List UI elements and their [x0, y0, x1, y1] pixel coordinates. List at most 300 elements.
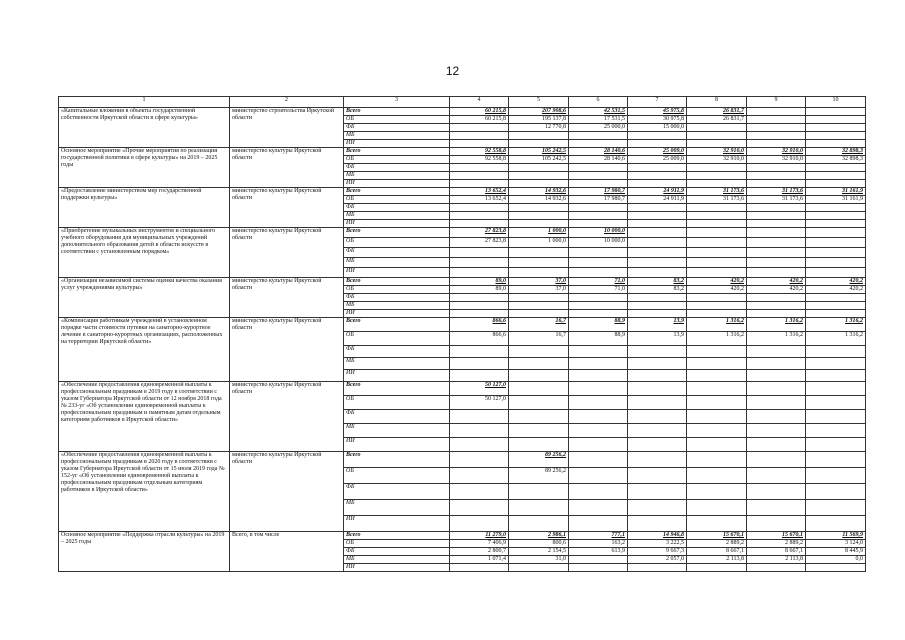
funding-source-cell: ФБ	[344, 204, 450, 212]
value-cell	[569, 212, 628, 220]
value-cell: 7 406,9	[450, 540, 509, 548]
funding-source-cell: Всего	[344, 318, 450, 332]
value-cell	[509, 248, 569, 258]
activity-name-cell: Основное мероприятие «Поддержка отрасли культуры» на 2019 – 2025 годы	[59, 532, 230, 572]
funding-source-cell: ФБ	[344, 410, 450, 424]
value-cell	[806, 294, 866, 302]
value-cell: 1 316,2	[687, 318, 747, 332]
value-cell	[569, 468, 628, 484]
funding-source-cell: МБ	[344, 424, 450, 438]
value-cell: 13,9	[628, 332, 687, 346]
value-cell: 866,6	[450, 332, 509, 346]
funding-source-cell: ИИ	[344, 268, 450, 278]
value-cell	[569, 172, 628, 180]
value-cell	[450, 172, 509, 180]
funding-source-cell: ИИ	[344, 438, 450, 452]
value-cell: 420,2	[687, 278, 747, 286]
value-cell: 32 910,0	[687, 148, 747, 156]
value-cell	[509, 172, 569, 180]
value-cell	[687, 132, 747, 140]
value-cell	[628, 370, 687, 382]
value-cell	[747, 238, 806, 248]
value-cell	[569, 248, 628, 258]
budget-table	[58, 96, 866, 572]
value-cell	[509, 140, 569, 148]
activity-name-cell: «Компенсация работникам учреждений в установленном порядке части стоимости путевки на санаторно-курортное лечение в санаторно-курортных организациях, расположенных на территории Иркутской области»	[59, 318, 230, 382]
value-cell	[569, 302, 628, 310]
value-cell: 207 908,6	[509, 108, 569, 116]
value-cell	[806, 164, 866, 172]
value-cell	[806, 124, 866, 132]
value-cell	[450, 302, 509, 310]
value-cell	[450, 424, 509, 438]
value-cell: 2 113,8	[747, 556, 806, 564]
value-cell: 163,2	[569, 540, 628, 548]
value-cell	[806, 396, 866, 410]
value-cell	[747, 438, 806, 452]
value-cell	[509, 302, 569, 310]
value-cell: 866,6	[450, 318, 509, 332]
table-row	[59, 318, 866, 332]
value-cell	[628, 294, 687, 302]
value-cell	[747, 212, 806, 220]
column-header: 6	[569, 97, 628, 108]
funding-source-cell: ОБ	[344, 286, 450, 294]
value-cell	[806, 268, 866, 278]
value-cell: 32 910,0	[747, 148, 806, 156]
value-cell	[569, 396, 628, 410]
value-cell	[628, 204, 687, 212]
value-cell	[628, 564, 687, 572]
value-cell	[806, 212, 866, 220]
activity-name-cell: «Предоставление министерством мер государственной поддержки культуры»	[59, 188, 230, 228]
funding-source-cell: МБ	[344, 556, 450, 564]
value-cell	[628, 132, 687, 140]
value-cell	[747, 410, 806, 424]
value-cell: 31 173,6	[687, 196, 747, 204]
value-cell	[569, 204, 628, 212]
funding-source-cell: МБ	[344, 302, 450, 310]
value-cell	[509, 212, 569, 220]
value-cell: 11 279,0	[450, 532, 509, 540]
value-cell: 420,2	[687, 286, 747, 294]
value-cell	[450, 438, 509, 452]
value-cell: 50 127,0	[450, 382, 509, 396]
value-cell	[747, 220, 806, 228]
value-cell	[450, 204, 509, 212]
value-cell: 777,1	[569, 532, 628, 540]
executor-cell: министерство культуры Иркутской области	[230, 148, 344, 188]
value-cell	[628, 310, 687, 318]
value-cell	[747, 172, 806, 180]
funding-source-cell: МБ	[344, 258, 450, 268]
value-cell	[569, 516, 628, 532]
value-cell	[569, 310, 628, 318]
value-cell	[806, 220, 866, 228]
value-cell: 2 113,8	[687, 556, 747, 564]
value-cell	[569, 164, 628, 172]
value-cell	[687, 468, 747, 484]
column-header: 7	[628, 97, 687, 108]
value-cell: 50 127,0	[450, 396, 509, 410]
executor-cell: министерство культуры Иркутской области	[230, 382, 344, 452]
value-cell	[628, 452, 687, 468]
value-cell: 31 173,6	[747, 188, 806, 196]
value-cell: 60 215,8	[450, 108, 509, 116]
value-cell	[569, 438, 628, 452]
value-cell: 60 215,8	[450, 116, 509, 124]
funding-source-cell: ФБ	[344, 346, 450, 358]
executor-cell: министерство культуры Иркутской области	[230, 188, 344, 228]
funding-source-cell: Всего	[344, 452, 450, 468]
value-cell	[806, 468, 866, 484]
value-cell	[806, 370, 866, 382]
value-cell	[569, 258, 628, 268]
value-cell	[687, 258, 747, 268]
value-cell	[687, 382, 747, 396]
value-cell	[747, 164, 806, 172]
value-cell	[569, 452, 628, 468]
funding-source-cell: ОБ	[344, 196, 450, 204]
funding-source-cell: МБ	[344, 132, 450, 140]
value-cell	[687, 452, 747, 468]
value-cell	[450, 132, 509, 140]
value-cell	[509, 564, 569, 572]
value-cell	[806, 140, 866, 148]
value-cell: 26 831,7	[687, 116, 747, 124]
value-cell: 32 898,3	[806, 156, 866, 164]
table-body	[59, 97, 866, 572]
funding-source-cell: ИИ	[344, 370, 450, 382]
value-cell	[687, 124, 747, 132]
funding-source-cell: Всего	[344, 188, 450, 196]
value-cell	[687, 302, 747, 310]
funding-source-cell: ИИ	[344, 180, 450, 188]
value-cell	[806, 302, 866, 310]
value-cell	[747, 346, 806, 358]
value-cell	[687, 424, 747, 438]
value-cell: 92 558,8	[450, 148, 509, 156]
value-cell: 31,0	[509, 556, 569, 564]
value-cell: 27 823,8	[450, 228, 509, 238]
value-cell: 37,0	[509, 278, 569, 286]
funding-source-cell: ОБ	[344, 396, 450, 410]
value-cell: 3 222,5	[628, 540, 687, 548]
value-cell: 1 000,0	[509, 238, 569, 248]
value-cell	[450, 358, 509, 370]
value-cell	[569, 424, 628, 438]
funding-source-cell: ФБ	[344, 248, 450, 258]
value-cell	[806, 116, 866, 124]
value-cell	[747, 140, 806, 148]
activity-name-cell: «Организация независимой системы оценки качества оказания услуг учреждениями культуры»	[59, 278, 230, 318]
value-cell: 14 946,8	[628, 532, 687, 540]
value-cell: 10 000,0	[569, 238, 628, 248]
value-cell: 2 800,7	[450, 548, 509, 556]
value-cell: 15 670,1	[687, 532, 747, 540]
value-cell	[450, 294, 509, 302]
value-cell	[628, 140, 687, 148]
value-cell	[747, 268, 806, 278]
column-header: 1	[59, 97, 230, 108]
header-row	[59, 97, 866, 108]
value-cell	[747, 396, 806, 410]
value-cell	[509, 382, 569, 396]
column-header: 10	[806, 97, 866, 108]
value-cell	[806, 346, 866, 358]
value-cell	[569, 180, 628, 188]
value-cell	[509, 180, 569, 188]
value-cell	[628, 500, 687, 516]
table-row	[59, 188, 866, 196]
value-cell: 83,2	[628, 278, 687, 286]
value-cell: 13 652,4	[450, 196, 509, 204]
value-cell	[687, 410, 747, 424]
table-row	[59, 382, 866, 396]
value-cell: 8 667,1	[747, 548, 806, 556]
value-cell	[509, 370, 569, 382]
value-cell	[628, 516, 687, 532]
value-cell: 420,2	[747, 286, 806, 294]
value-cell: 11 569,9	[806, 532, 866, 540]
value-cell	[509, 396, 569, 410]
value-cell: 14 932,6	[509, 196, 569, 204]
value-cell: 105 242,5	[509, 148, 569, 156]
value-cell: 88,9	[569, 318, 628, 332]
funding-source-cell: ФБ	[344, 294, 450, 302]
value-cell: 45 975,8	[628, 108, 687, 116]
column-header: 8	[687, 97, 747, 108]
value-cell: 31 173,6	[747, 196, 806, 204]
value-cell: 83,2	[628, 286, 687, 294]
value-cell	[806, 132, 866, 140]
value-cell	[687, 396, 747, 410]
value-cell	[569, 294, 628, 302]
value-cell	[806, 258, 866, 268]
value-cell	[628, 258, 687, 268]
value-cell	[747, 358, 806, 370]
funding-source-cell: ФБ	[344, 164, 450, 172]
value-cell: 28 140,6	[569, 148, 628, 156]
value-cell	[747, 248, 806, 258]
column-header: 5	[509, 97, 569, 108]
value-cell	[569, 370, 628, 382]
funding-source-cell: ИИ	[344, 516, 450, 532]
value-cell: 8 667,1	[687, 548, 747, 556]
value-cell: 31 161,9	[806, 196, 866, 204]
value-cell	[687, 238, 747, 248]
value-cell: 0,0	[806, 556, 866, 564]
executor-cell: министерство культуры Иркутской области	[230, 228, 344, 278]
value-cell: 8 445,9	[806, 548, 866, 556]
value-cell: 2 986,1	[509, 532, 569, 540]
value-cell	[747, 500, 806, 516]
executor-cell: министерство культуры Иркутской области	[230, 452, 344, 532]
value-cell: 12 770,8	[509, 124, 569, 132]
value-cell	[806, 564, 866, 572]
value-cell: 71,0	[569, 278, 628, 286]
value-cell: 30 975,8	[628, 116, 687, 124]
funding-source-cell: ИИ	[344, 220, 450, 228]
value-cell	[450, 310, 509, 318]
value-cell	[687, 484, 747, 500]
value-cell: 89 256,2	[509, 468, 569, 484]
value-cell	[747, 132, 806, 140]
value-cell: 1 316,2	[747, 332, 806, 346]
value-cell	[747, 484, 806, 500]
activity-name-cell: «Обеспечение предоставления единовременной выплаты к профессиональным праздникам в 2020 году в соответствии с указом Губернатора Иркутской области от 15 июля 2019 года № 152-уг «Об установлении единовременной выплаты к профессиональным праздникам отдельным категориям работников в Иркутской области»	[59, 452, 230, 532]
value-cell	[747, 116, 806, 124]
value-cell: 2 889,2	[687, 540, 747, 548]
value-cell	[806, 382, 866, 396]
value-cell: 25 009,0	[628, 148, 687, 156]
activity-name-cell: «Приобретение музыкальных инструментов и специального учебного оборудования для муниципальных учреждений дополнительного образования детей в области искусств в соответствии с установленным порядком»	[59, 228, 230, 278]
value-cell	[747, 108, 806, 116]
value-cell: 32 910,0	[687, 156, 747, 164]
value-cell	[450, 346, 509, 358]
value-cell	[628, 268, 687, 278]
value-cell: 16,7	[509, 332, 569, 346]
funding-source-cell: ФБ	[344, 484, 450, 500]
value-cell: 105 242,5	[509, 156, 569, 164]
value-cell	[628, 410, 687, 424]
value-cell	[450, 124, 509, 132]
funding-source-cell: ОБ	[344, 238, 450, 248]
value-cell	[509, 500, 569, 516]
value-cell	[806, 410, 866, 424]
funding-source-cell: ФБ	[344, 124, 450, 132]
value-cell: 2 889,2	[747, 540, 806, 548]
value-cell: 37,0	[509, 286, 569, 294]
value-cell	[687, 346, 747, 358]
value-cell: 26 831,7	[687, 108, 747, 116]
value-cell: 32 910,0	[747, 156, 806, 164]
value-cell	[628, 484, 687, 500]
value-cell: 14 932,6	[509, 188, 569, 196]
value-cell	[450, 410, 509, 424]
value-cell	[569, 132, 628, 140]
table-row	[59, 108, 866, 116]
value-cell	[687, 358, 747, 370]
value-cell	[450, 516, 509, 532]
table-row	[59, 452, 866, 468]
value-cell: 25 000,0	[569, 124, 628, 132]
value-cell	[747, 204, 806, 212]
value-cell	[628, 220, 687, 228]
value-cell	[628, 396, 687, 410]
value-cell	[747, 180, 806, 188]
value-cell	[450, 468, 509, 484]
value-cell: 1 000,0	[509, 228, 569, 238]
funding-source-cell: МБ	[344, 212, 450, 220]
value-cell: 17 980,7	[569, 188, 628, 196]
funding-source-cell: МБ	[344, 358, 450, 370]
executor-cell: министерство строительства Иркутской области	[230, 108, 344, 148]
value-cell	[509, 516, 569, 532]
value-cell	[628, 346, 687, 358]
funding-source-cell: ОБ	[344, 116, 450, 124]
value-cell: 15 000,0	[628, 124, 687, 132]
value-cell	[450, 212, 509, 220]
value-cell	[509, 268, 569, 278]
value-cell	[747, 228, 806, 238]
value-cell	[687, 172, 747, 180]
funding-source-cell: ОБ	[344, 332, 450, 346]
value-cell: 1 071,4	[450, 556, 509, 564]
value-cell: 28 140,6	[569, 156, 628, 164]
value-cell	[806, 516, 866, 532]
value-cell	[806, 424, 866, 438]
value-cell	[450, 164, 509, 172]
value-cell	[747, 310, 806, 318]
value-cell	[628, 228, 687, 238]
column-header: 9	[747, 97, 806, 108]
value-cell	[747, 370, 806, 382]
value-cell	[747, 564, 806, 572]
value-cell	[628, 164, 687, 172]
value-cell	[687, 438, 747, 452]
value-cell: 17 980,7	[569, 196, 628, 204]
value-cell: 13 652,4	[450, 188, 509, 196]
value-cell	[628, 424, 687, 438]
value-cell	[687, 268, 747, 278]
value-cell	[806, 108, 866, 116]
value-cell	[687, 564, 747, 572]
value-cell: 24 911,9	[628, 188, 687, 196]
value-cell: 31 161,9	[806, 188, 866, 196]
value-cell	[509, 424, 569, 438]
value-cell: 15 670,1	[747, 532, 806, 540]
value-cell	[628, 238, 687, 248]
value-cell	[450, 370, 509, 382]
value-cell	[806, 248, 866, 258]
value-cell	[687, 370, 747, 382]
value-cell: 800,6	[509, 540, 569, 548]
value-cell: 3 124,0	[806, 540, 866, 548]
table-row	[59, 278, 866, 286]
value-cell	[569, 140, 628, 148]
value-cell	[509, 132, 569, 140]
value-cell	[569, 484, 628, 500]
funding-source-cell: ИИ	[344, 140, 450, 148]
value-cell	[747, 424, 806, 438]
value-cell: 89,0	[450, 286, 509, 294]
value-cell	[628, 438, 687, 452]
value-cell: 13,9	[628, 318, 687, 332]
value-cell	[569, 346, 628, 358]
value-cell	[569, 410, 628, 424]
value-cell	[569, 268, 628, 278]
activity-name-cell: «Капитальные вложения в объекты государственной собственности Иркутской области в сфере культуры»	[59, 108, 230, 148]
value-cell	[806, 500, 866, 516]
value-cell	[628, 180, 687, 188]
value-cell: 1 316,2	[806, 332, 866, 346]
page-number: 12	[445, 64, 460, 78]
value-cell	[450, 248, 509, 258]
value-cell	[569, 382, 628, 396]
funding-source-cell: Всего	[344, 278, 450, 286]
value-cell	[509, 164, 569, 172]
value-cell	[509, 220, 569, 228]
value-cell	[569, 220, 628, 228]
value-cell	[687, 500, 747, 516]
value-cell: 89,0	[450, 278, 509, 286]
value-cell	[747, 258, 806, 268]
executor-cell: Всего, в том числе	[230, 532, 344, 572]
value-cell	[687, 294, 747, 302]
funding-source-cell: ОБ	[344, 540, 450, 548]
value-cell	[628, 212, 687, 220]
